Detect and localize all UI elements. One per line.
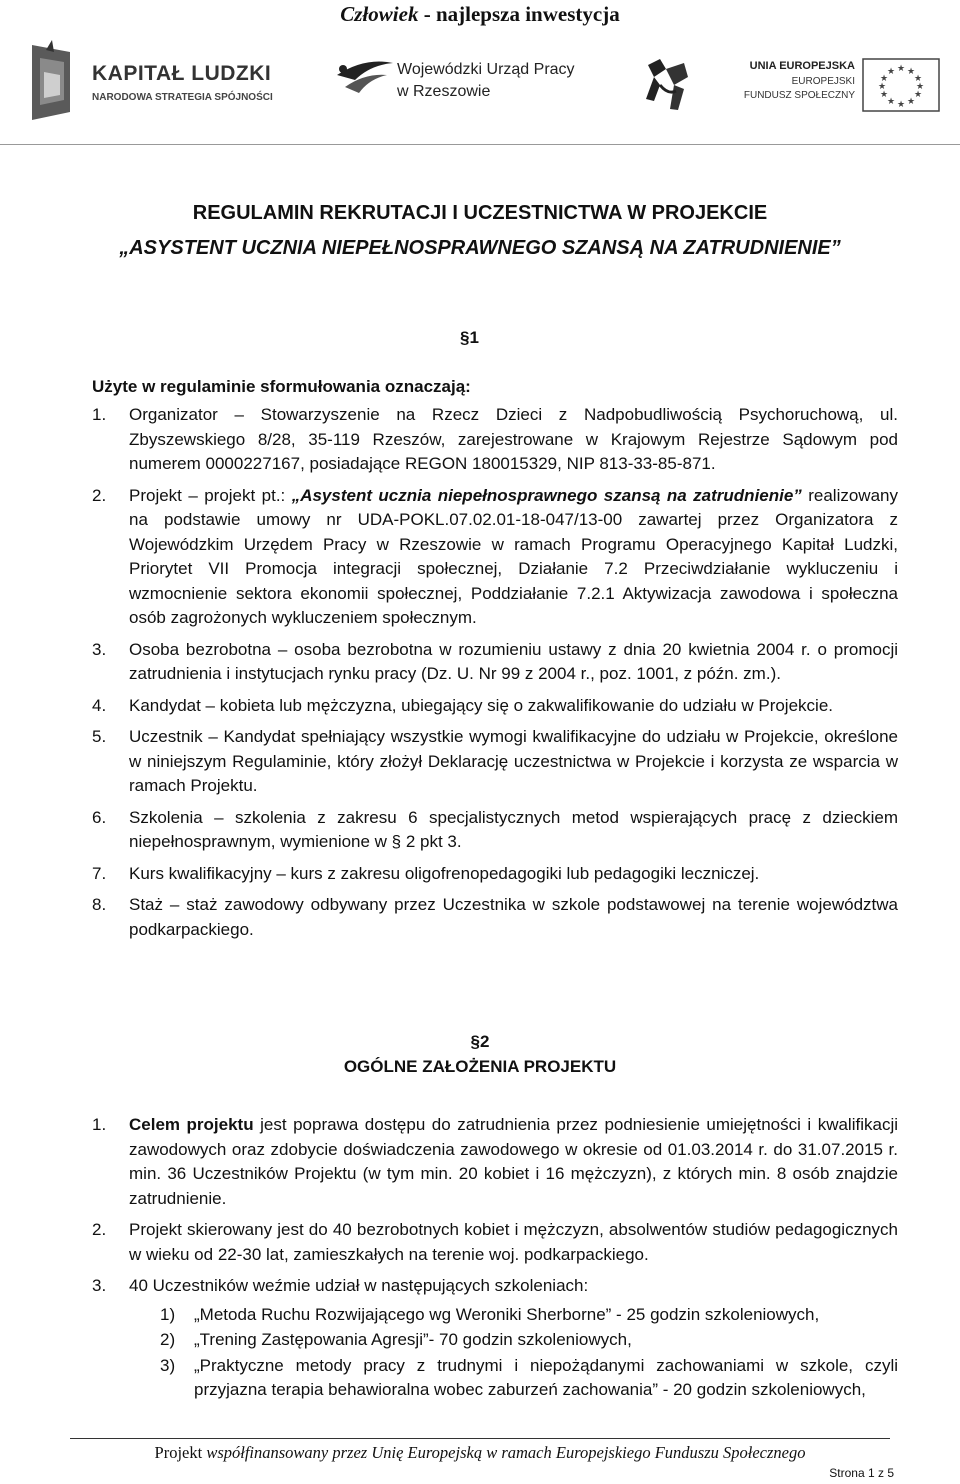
list-item bbox=[92, 806, 898, 855]
eu-logo bbox=[743, 58, 940, 118]
goal-label: Celem projektu bbox=[129, 1115, 254, 1134]
sub-item-number: 3) bbox=[160, 1355, 176, 1375]
list-item bbox=[92, 638, 898, 687]
svg-text:★: ★ bbox=[915, 82, 925, 92]
motto-italic: Człowiek bbox=[340, 2, 419, 26]
svg-text:★: ★ bbox=[913, 74, 923, 84]
eu-line2: EUROPEJSKI bbox=[791, 76, 855, 87]
item-text: realizowany na podstawie umowy nr UDA-POKL.07.02.01-18-047/13-00 zawartej przez Organizatora z Wojewódzkim Urzędem Pracy w Rzeszowie w ramach Programu Operacyjnego Kapitał Ludzki, Priorytet VII Promocja integracji społecznej, Działanie 7.2 Przeciwdziałanie wykluczeniu i wzmocnienie sektora ekonomii społecznej, Poddziałanie 7.2.1 Aktywizacja zawodowa i społeczna osób zagrożonych wykluczeniem społecznym. bbox=[129, 485, 898, 627]
section1-lead: Użyte w regulaminie sformułowania oznaczają: bbox=[92, 377, 471, 396]
document-title-line1: REGULAMIN REKRUTACJI I UCZESTNICTWA W PROJEKCIE bbox=[192, 202, 768, 224]
item-text: Osoba bezrobotna – osoba bezrobotna w rozumieniu ustawy z dnia 20 kwietnia 2004 r. o promocji zatrudnienia i instytucjach rynku pracy (Dz. U. Nr 99 z 2004 r., poz. 1001, z późn. zm.). bbox=[129, 639, 898, 683]
footer-text bbox=[0, 1443, 960, 1463]
item-number: 3. bbox=[92, 639, 107, 659]
svg-text:★: ★ bbox=[896, 64, 906, 74]
item-number: 2. bbox=[92, 485, 107, 505]
sub-item-number: 2) bbox=[160, 1330, 176, 1349]
item-number: 1. bbox=[92, 1115, 107, 1134]
project-name: „Asystent ucznia niepełnosprawnego szansą na zatrudnienie” bbox=[291, 485, 802, 505]
eu-flag-icon bbox=[862, 58, 940, 112]
kapital-ludzki-subtitle: NARODOWA STRATEGIA SPÓJNOŚCI bbox=[92, 92, 273, 103]
sub-item-text: „Praktyczne metody pracy z trudnymi i niepożądanymi zachowaniami w szkole, czyli przyjazna terapia behawioralna wobec zaburzeń zachowania” - 20 godzin szkoleniowych, bbox=[194, 1355, 898, 1399]
section1-mark: §1 bbox=[460, 328, 479, 347]
motto-rest: - najlepsza inwestycja bbox=[418, 2, 620, 26]
item-text: 40 Uczestników weźmie udział w następujących szkoleniach: bbox=[129, 1276, 589, 1295]
svg-text:★: ★ bbox=[877, 82, 887, 92]
list-item bbox=[92, 484, 898, 631]
section2-mark: §2 bbox=[470, 1032, 490, 1051]
item-text: Projekt skierowany jest do 40 bezrobotnych kobiet i mężczyzn, absolwentów studiów pedagogicznych w wieku od 22-30 lat, zamieszkałych na terenie woj. podkarpackiego. bbox=[129, 1220, 898, 1264]
item-number: 5. bbox=[92, 727, 107, 746]
item-text: jest poprawa dostępu do zatrudnienia przez podniesienie umiejętności i kwalifikacji zawodowych oraz zdobycie doświadczenia zawodowego w okresie od 01.03.2014 r. do 31.07.2015 r. min. 36 Uczestników Projektu (w tym min. 20 kobiet i 16 mężczyzn), z których min. 8 osób znajdzie zatrudnienie. bbox=[129, 1115, 898, 1208]
list-item bbox=[92, 1274, 898, 1299]
svg-text:★: ★ bbox=[906, 67, 916, 77]
svg-text:★: ★ bbox=[879, 74, 889, 84]
section2-title: OGÓLNE ZAŁOŻENIA PROJEKTU bbox=[343, 1057, 617, 1076]
document-title-line2: „ASYSTENT UCZNIA NIEPEŁNOSPRAWNEGO SZANSĄ NA ZATRUDNIENIE” bbox=[119, 237, 841, 259]
item-number: 6. bbox=[92, 807, 107, 827]
sub-item-text: „Trening Zastępowania Agresji”- 70 godzin szkoleniowych, bbox=[194, 1330, 632, 1349]
kapital-ludzki-title: KAPITAŁ LUDZKI bbox=[92, 62, 272, 85]
svg-text:★: ★ bbox=[886, 97, 896, 107]
svg-text:★: ★ bbox=[906, 97, 916, 107]
list-item bbox=[92, 862, 898, 887]
eu-line1: UNIA EUROPEJSKA bbox=[749, 60, 855, 72]
list-item bbox=[92, 725, 898, 799]
footer-divider bbox=[70, 1438, 890, 1439]
item-text: Staż – staż zawodowy odbywany przez Uczestnika w szkole podstawowej na terenie województwa podkarpackiego. bbox=[129, 895, 898, 939]
header-divider bbox=[0, 144, 960, 145]
association-logo-icon bbox=[640, 55, 695, 115]
sub-list-item bbox=[92, 1354, 898, 1403]
page-number: Strona 1 z 5 bbox=[829, 1466, 894, 1480]
item-text: Uczestnik – Kandydat spełniający wszystkie wymogi kwalifikacyjne do udziału w Projekcie, określone w niniejszym Regulaminie, który złożył Deklarację uczestnictwa w Projekcie i korzysta ze wsparcia w ramach Projektu. bbox=[129, 727, 898, 795]
item-text: Szkolenia – szkolenia z zakresu 6 specjalistycznych metod wspierających pracę z dzieckiem niepełnosprawnym, wymienione w § 2 pkt 3. bbox=[129, 807, 898, 851]
kapital-ludzki-logo bbox=[30, 40, 280, 125]
item-text: Organizator – Stowarzyszenie na Rzecz Dzieci z Nadpobudliwością Psychoruchową, ul. Zbyszewskiego 8/28, 35-119 Rzeszów, zarejestrowane w Krajowym Rejestrze Sądowym pod numerem 0000227167, posiadające REGON 180015329, NIP 813-33-85-871. bbox=[129, 405, 898, 473]
svg-text:★: ★ bbox=[879, 90, 889, 100]
sub-item-text: „Metoda Ruchu Rozwijającego wg Weroniki Sherborne” - 25 godzin szkoleniowych, bbox=[194, 1304, 820, 1324]
svg-text:★: ★ bbox=[886, 67, 896, 77]
footer-funding: współfinansowany przez Unię Europejską w ramach Europejskiego Funduszu Społecznego bbox=[206, 1443, 806, 1462]
wup-line1: Wojewódzki Urząd Pracy bbox=[397, 61, 575, 78]
sub-list-item bbox=[92, 1328, 898, 1353]
list-item bbox=[92, 893, 898, 942]
item-text: Kandydat – kobieta lub mężczyzna, ubiegający się o zakwalifikowanie do udziału w Projekcie. bbox=[129, 695, 833, 715]
wup-line2: w Rzeszowie bbox=[397, 83, 491, 100]
wup-swoosh-icon bbox=[335, 55, 395, 105]
list-item bbox=[92, 694, 898, 719]
kapital-ludzki-emblem-icon bbox=[30, 40, 90, 125]
item-number: 2. bbox=[92, 1220, 107, 1239]
header-motto bbox=[0, 2, 960, 27]
wup-logo bbox=[335, 55, 595, 110]
item-number: 4. bbox=[92, 695, 107, 715]
section2-list bbox=[92, 1113, 898, 1404]
list-item bbox=[92, 1218, 898, 1267]
item-number: 1. bbox=[92, 405, 107, 424]
item-number: 3. bbox=[92, 1276, 107, 1295]
footer-prefix: Projekt bbox=[154, 1443, 207, 1462]
list-item bbox=[92, 1113, 898, 1211]
svg-text:★: ★ bbox=[896, 100, 906, 110]
eu-line3: FUNDUSZ SPOŁECZNY bbox=[743, 90, 855, 101]
sub-list-item bbox=[92, 1303, 898, 1328]
item-text: Kurs kwalifikacyjny – kurs z zakresu oligofrenopedagogiki lub pedagogiki leczniczej. bbox=[129, 863, 760, 883]
item-number: 8. bbox=[92, 895, 107, 914]
item-number: 7. bbox=[92, 863, 107, 883]
list-item bbox=[92, 403, 898, 477]
svg-text:★: ★ bbox=[913, 90, 923, 100]
sub-item-number: 1) bbox=[160, 1304, 176, 1324]
item-text-prefix: Projekt – projekt pt.: bbox=[129, 485, 292, 505]
section1-list bbox=[92, 403, 898, 949]
